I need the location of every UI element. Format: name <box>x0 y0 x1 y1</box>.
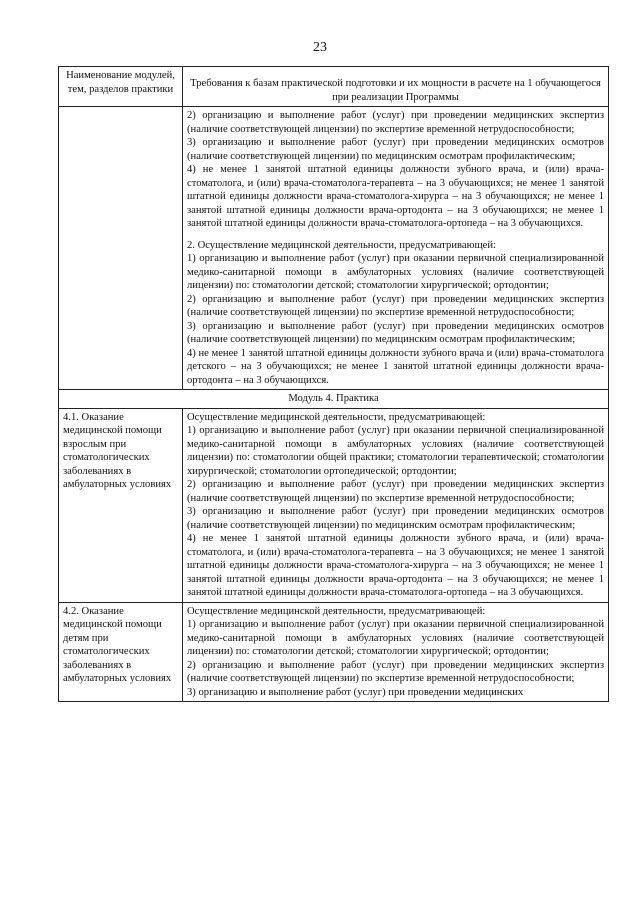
table-row <box>59 107 609 390</box>
paragraph: 2) организацию и выполнение работ (услуг) при проведении медицинских экспертиз (наличие соответствующей лицензии) по экспертизе временной нетрудоспособности; <box>187 110 604 135</box>
paragraph: 4) не менее 1 занятой штатной единицы должности зубного врача, и (или) врача-стоматолога, и (или) врача-стоматолога-терапевта – на 3 обучающихся; не менее 1 занятой штатной единицы должности врача-стоматолога-хирурга – на 3 обучающихся; не менее 1 занятой штатной единицы должности врача-ортодонта – на 3 обучающихся; не менее 1 занятой штатной единицы должности врача-стоматолога-ортопеда – на 3 обучающихся. <box>187 164 604 229</box>
row-requirements <box>183 107 609 390</box>
paragraph: 2. Осуществление медицинской деятельности, предусматривающей: <box>187 239 496 251</box>
table-row <box>59 602 609 702</box>
paragraph: 1) организацию и выполнение работ (услуг) при оказании первичной специализированной медико-санитарной помощи в амбулаторных условиях (наличие соответствующей лицензии) по: стоматологии общей практики; стоматологии терапевтической; стоматологии хирургической; стоматологии ортопедической; ортодонтии; <box>187 425 604 477</box>
paragraph: 1) организацию и выполнение работ (услуг) при оказании первичной специализированной медико-санитарной помощи в амбулаторных условиях (наличие соответствующей лицензии) по: стоматологии детской; стоматологии хирургической; ортодонтии; <box>187 253 604 291</box>
paragraph: 3) организацию и выполнение работ (услуг) при проведении медицинских осмотров (наличие соответствующей лицензии) по медицинским осмотрам профилактическим; <box>187 506 604 531</box>
paragraph: 4) не менее 1 занятой штатной единицы должности зубного врача, и (или) врача-стоматолога, и (или) врача-стоматолога-терапевта – на 3 обучающихся; не менее 1 занятой штатной единицы должности врача-стоматолога-хирурга – на 3 обучающихся; не менее 1 занятой штатной единицы должности врача-ортодонта – на 3 обучающихся; не менее 1 занятой штатной единицы должности врача-стоматолога-ортопеда – на 3 обучающихся. <box>187 533 604 598</box>
paragraph: 3) организацию и выполнение работ (услуг) при проведении медицинских <box>187 686 524 698</box>
row-label: 4.2. Оказание медицинской помощи детям при стоматологических заболеваниях в амбулаторных условиях <box>59 602 183 702</box>
row-requirements <box>183 602 609 702</box>
header-col-requirements: Требования к базам практической подготовки и их мощности в расчете на 1 обучающегося при реализации Программы <box>183 67 609 107</box>
paragraph: 1) организацию и выполнение работ (услуг) при оказании первичной специализированной медико-санитарной помощи в амбулаторных условиях (наличие соответствующей лицензии) по: стоматологии детской; стоматологии хирургической; ортодонтии; <box>187 619 604 657</box>
paragraph: 4) не менее 1 занятой штатной единицы должности зубного врача и (или) врача-стоматолога детского – на 3 обучающихся; не менее 1 занятой штатной единицы должности врача-ортодонта – на 3 обучающихся. <box>187 347 604 386</box>
page-number: 23 <box>313 40 327 55</box>
header-col-modules: Наименование модулей, тем, разделов практики <box>59 67 183 107</box>
paragraph: Осуществление медицинской деятельности, предусматривающей: <box>187 605 486 617</box>
table-header-row <box>59 67 609 107</box>
module-title-row <box>59 390 609 409</box>
row-label <box>59 107 183 390</box>
row-requirements <box>183 408 609 602</box>
paragraph: Осуществление медицинской деятельности, предусматривающей: <box>187 411 486 423</box>
table-row <box>59 408 609 602</box>
paragraph: 3) организацию и выполнение работ (услуг) при проведении медицинских осмотров (наличие соответствующей лицензии) по медицинским осмотрам профилактическим; <box>187 137 604 162</box>
paragraph: 2) организацию и выполнение работ (услуг) при проведении медицинских экспертиз (наличие соответствующей лицензии) по экспертизе временной нетрудоспособности; <box>187 293 604 318</box>
row-label: 4.1. Оказание медицинской помощи взрослым при стоматологических заболеваниях в амбулаторных условиях <box>59 408 183 602</box>
paragraph: 2) организацию и выполнение работ (услуг) при проведении медицинских экспертиз (наличие соответствующей лицензии) по экспертизе временной нетрудоспособности; <box>187 479 604 504</box>
requirements-table <box>58 66 609 702</box>
paragraph: 2) организацию и выполнение работ (услуг) при проведении медицинских экспертиз (наличие соответствующей лицензии) по экспертизе временной нетрудоспособности; <box>187 659 604 684</box>
module-title: Модуль 4. Практика <box>59 390 609 409</box>
paragraph: 3) организацию и выполнение работ (услуг) при проведении медицинских осмотров (наличие соответствующей лицензии) по медицинским осмотрам профилактическим; <box>187 320 604 345</box>
